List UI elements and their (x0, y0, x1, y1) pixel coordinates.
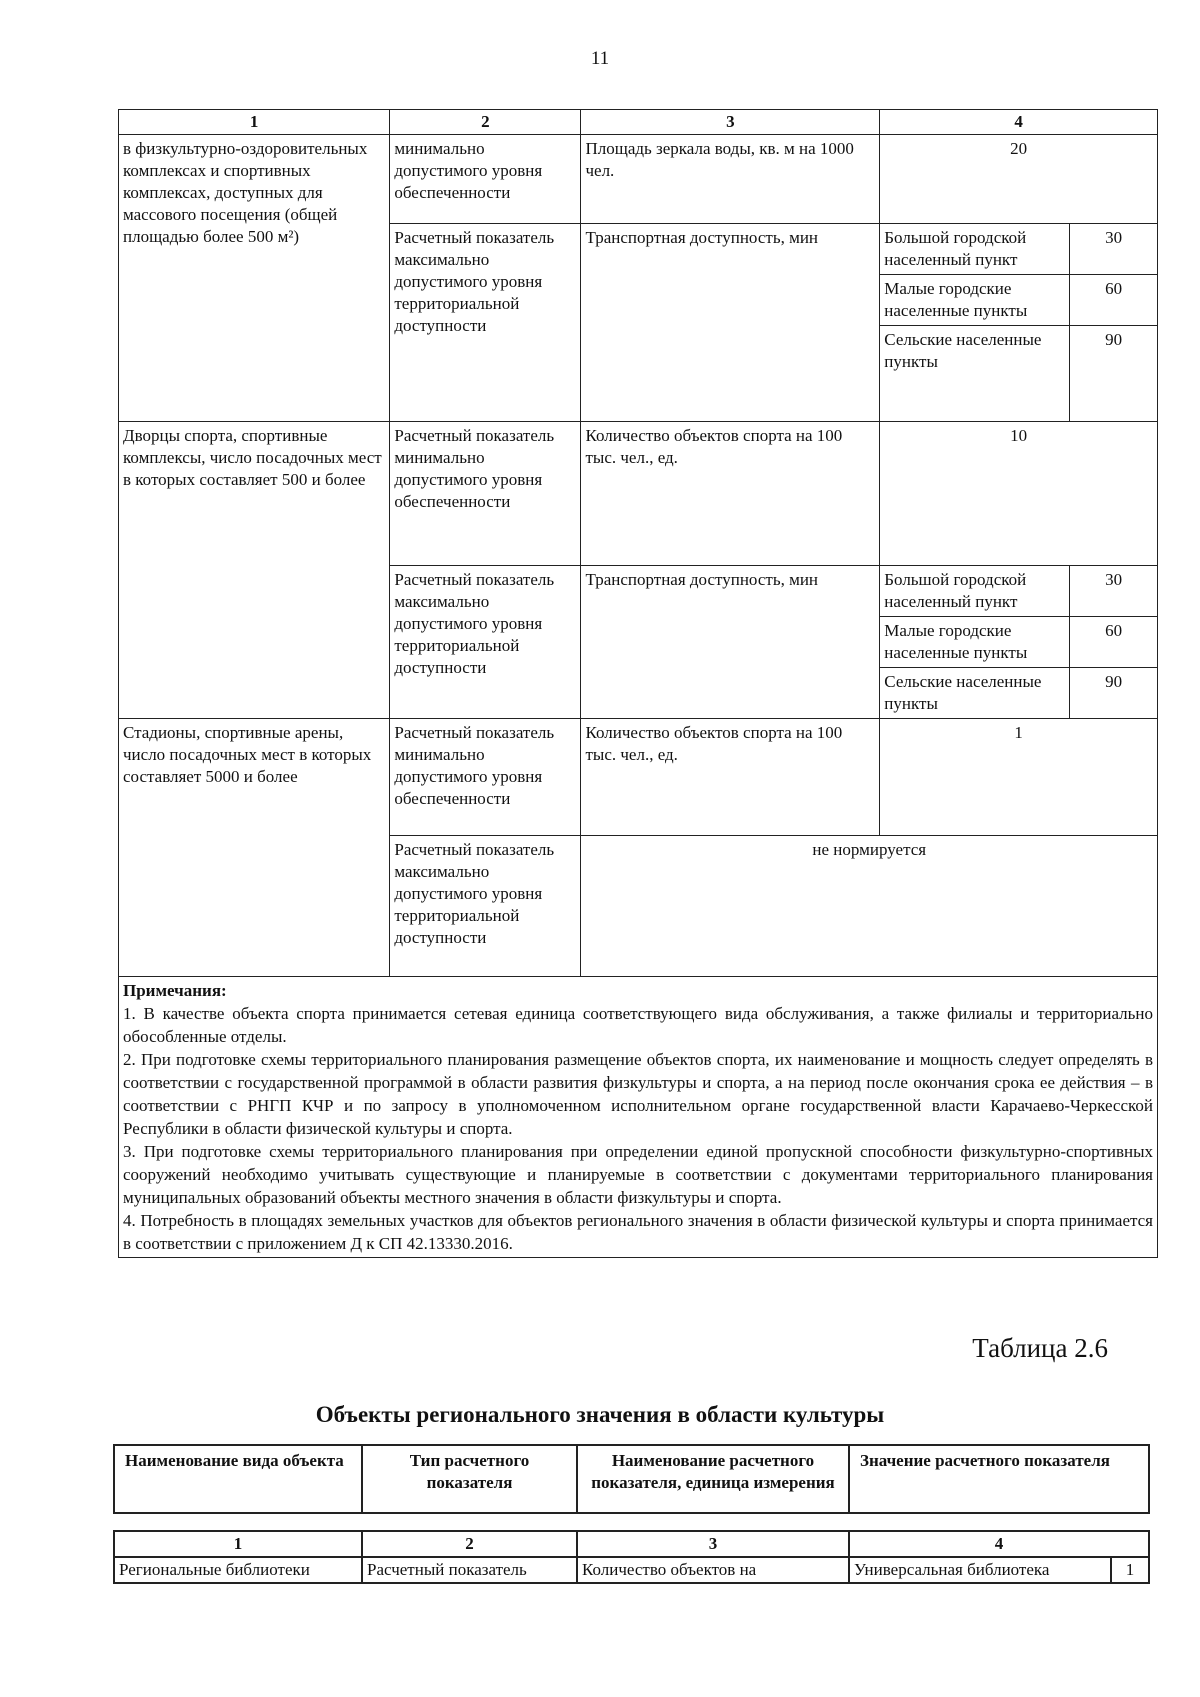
col-number-2: 2 (390, 110, 581, 135)
indicator-value-cell: 1 (880, 719, 1158, 836)
settlement-value-cell: 90 (1070, 668, 1158, 719)
col-number-3: 3 (581, 110, 880, 135)
indicator-type-cell: Расчетный показатель максимально допустимого уровня территориальной доступности (390, 836, 581, 977)
settlement-value-cell: 60 (1070, 275, 1158, 326)
indicator-name-cell: Количество объектов спорта на 100 тыс. чел., ед. (581, 719, 880, 836)
table-row (119, 422, 1158, 566)
library-type-cell: Универсальная библиотека (849, 1557, 1111, 1583)
note-item: 3. При подготовке схемы территориального планирования при определении единой пропускной способности физкультурно-спортивных сооружений необходимо учитывать существующие и планируемые в соответствии с документами территориального планирования муниципальных образований объекты местного значения в области физкультуры и спорта. (123, 1142, 1153, 1207)
sports-facilities-table (118, 109, 1158, 1258)
header-indicator-type: Тип расчетного показателя (362, 1445, 577, 1513)
indicator-value-cell: 20 (880, 135, 1158, 224)
header-indicator-value: Значение расчетного показателя (849, 1445, 1149, 1513)
culture-objects-table (113, 1530, 1150, 1584)
header-row (114, 1445, 1149, 1513)
indicator-type-cell: Расчетный показатель максимально допустимого уровня территориальной доступности (390, 224, 581, 422)
column-number-row (119, 110, 1158, 135)
indicator-value-cell: 10 (880, 422, 1158, 566)
table-row (119, 135, 1158, 224)
page-number: 11 (590, 48, 610, 69)
col-number-4: 4 (880, 110, 1158, 135)
object-name-cell: Региональные библиотеки (114, 1557, 362, 1583)
settlement-value-cell: 60 (1070, 617, 1158, 668)
col-number-3: 3 (577, 1531, 849, 1557)
indicator-type-cell: Расчетный показатель минимально допустимого уровня обеспеченности (390, 719, 581, 836)
indicator-type-cell: Расчетный показатель максимально допустимого уровня территориальной доступности (390, 566, 581, 719)
indicator-type-cell: минимально допустимого уровня обеспеченности (390, 135, 581, 224)
settlement-type-cell: Малые городские населенные пункты (880, 617, 1070, 668)
table-row (119, 719, 1158, 836)
column-number-row (114, 1531, 1149, 1557)
settlement-type-cell: Большой городской населенный пункт (880, 566, 1070, 617)
note-item: 2. При подготовке схемы территориального планирования размещение объектов спорта, их наименование и мощность следует определять в соответствии с государственной программой в области развития физкультуры и спорта, а на период после окончания срока ее действия – в соответствии с РНГП КЧР и по запросу в уполномоченном исполнительном органе государственной власти Карачаево-Черкесской Республики в области физической культуры и спорта. (123, 1050, 1153, 1138)
indicator-name-cell: Количество объектов на (577, 1557, 849, 1583)
indicator-type-cell: Расчетный показатель (362, 1557, 577, 1583)
settlement-type-cell: Малые городские населенные пункты (880, 275, 1070, 326)
col-number-1: 1 (119, 110, 390, 135)
table-row (114, 1557, 1149, 1583)
note-item: 4. Потребность в площадях земельных участков для объектов регионального значения в области физической культуры и спорта принимается в соответствии с приложением Д к СП 42.13330.2016. (123, 1211, 1153, 1253)
culture-header-table (113, 1444, 1150, 1514)
indicator-name-cell: Количество объектов спорта на 100 тыс. чел., ед. (581, 422, 880, 566)
col-number-4: 4 (849, 1531, 1149, 1557)
settlement-value-cell: 30 (1070, 566, 1158, 617)
indicator-name-cell: Транспортная доступность, мин (581, 566, 880, 719)
indicator-type-cell: Расчетный показатель минимально допустимого уровня обеспеченности (390, 422, 581, 566)
settlement-type-cell: Сельские населенные пункты (880, 668, 1070, 719)
object-name-cell: Дворцы спорта, спортивные комплексы, число посадочных мест в которых составляет 500 и более (119, 422, 390, 719)
col-number-2: 2 (362, 1531, 577, 1557)
indicator-name-cell: Транспортная доступность, мин (581, 224, 880, 422)
settlement-type-cell: Сельские населенные пункты (880, 326, 1070, 422)
not-normalized-cell: не нормируется (581, 836, 1158, 977)
note-item: 1. В качестве объекта спорта принимается сетевая единица соответствующего вида обслуживания, а также филиалы и территориально обособленные отделы. (123, 1004, 1153, 1046)
notes-row (119, 977, 1158, 1258)
table-label: Таблица 2.6 (972, 1333, 1108, 1363)
object-name-cell: Стадионы, спортивные арены, число посадочных мест в которых составляет 5000 и более (119, 719, 390, 977)
library-value-cell: 1 (1111, 1557, 1149, 1583)
col-number-1: 1 (114, 1531, 362, 1557)
notes-title: Примечания: (123, 981, 227, 1000)
header-indicator-name: Наименование расчетного показателя, единица измерения (577, 1445, 849, 1513)
settlement-value-cell: 30 (1070, 224, 1158, 275)
notes-cell (119, 977, 1158, 1258)
table-title: Объекты регионального значения в области культуры (315, 1402, 885, 1427)
header-object-type: Наименование вида объекта (114, 1445, 362, 1513)
settlement-type-cell: Большой городской населенный пункт (880, 224, 1070, 275)
indicator-name-cell: Площадь зеркала воды, кв. м на 1000 чел. (581, 135, 880, 224)
settlement-value-cell: 90 (1070, 326, 1158, 422)
object-name-cell: в физкультурно-оздоровительных комплексах и спортивных комплексах, доступных для массового посещения (общей площадью более 500 м²) (119, 135, 390, 422)
